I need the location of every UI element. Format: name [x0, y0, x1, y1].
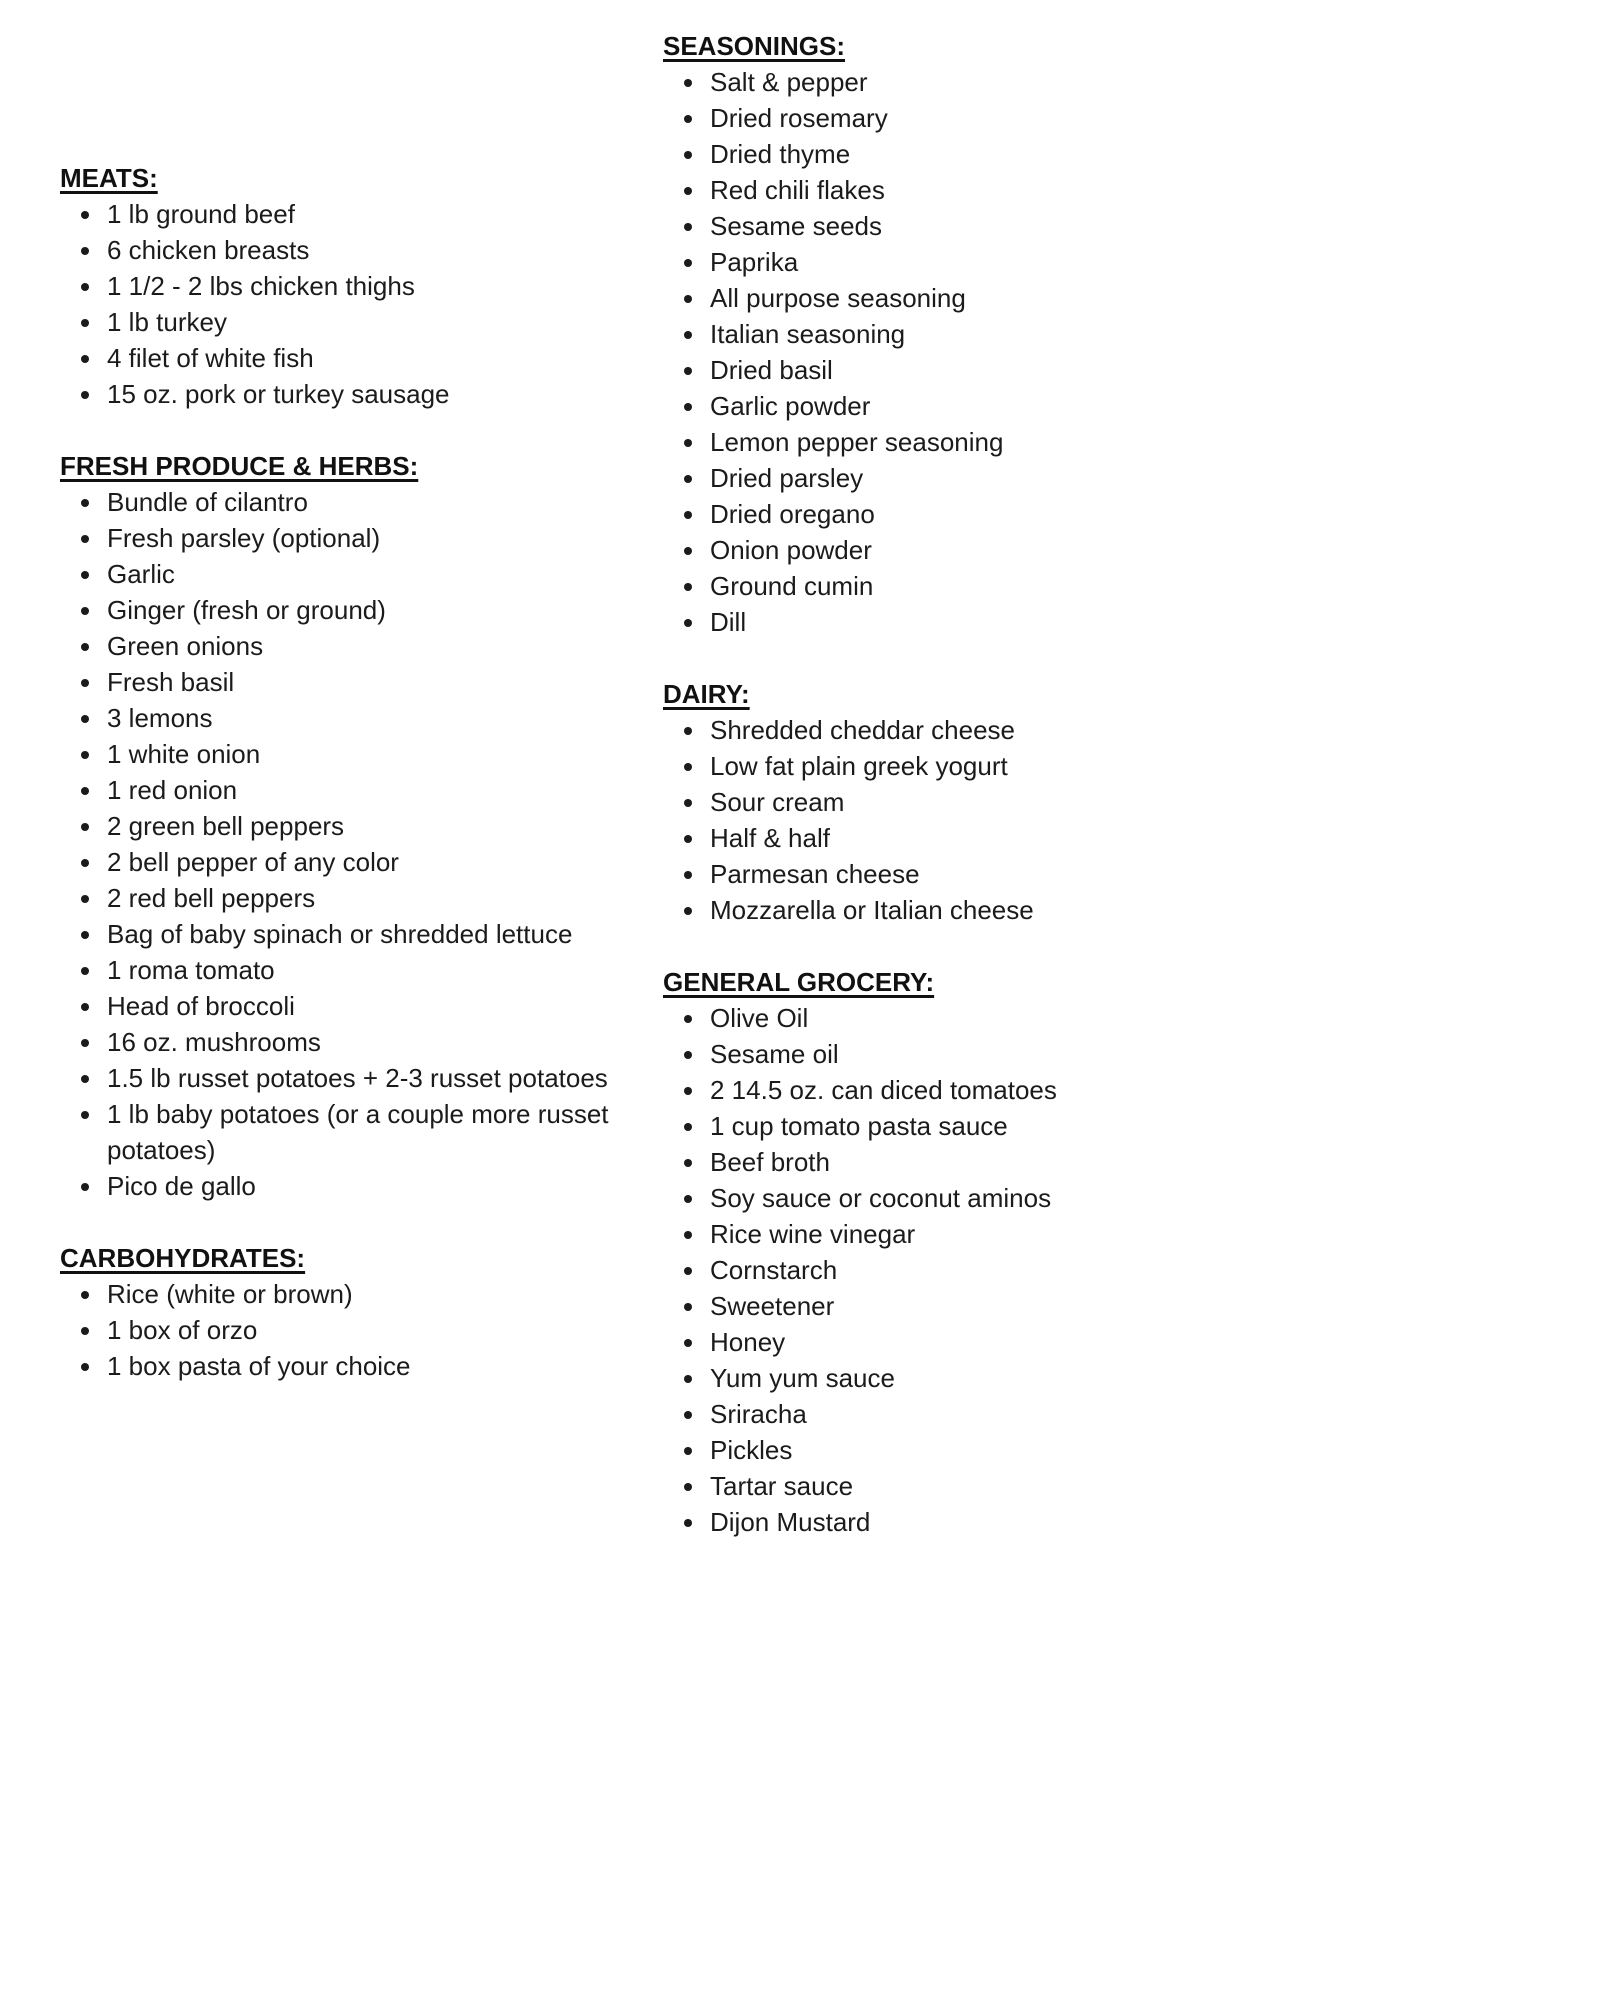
- list-item: • Red chili flakes: [707, 172, 1243, 208]
- list-item: • Fresh basil: [104, 664, 672, 700]
- list-item: • Sweetener: [707, 1288, 1243, 1324]
- section-dairy: [663, 676, 1243, 928]
- list-item: • 2 red bell peppers: [104, 880, 672, 916]
- list-item: • 15 oz. pork or turkey sausage: [104, 376, 672, 412]
- list-item: • Shredded cheddar cheese: [707, 712, 1243, 748]
- list-item: • Parmesan cheese: [707, 856, 1243, 892]
- list-item: • Yum yum sauce: [707, 1360, 1243, 1396]
- list-item: • Dijon Mustard: [707, 1504, 1243, 1540]
- list-item: • Half & half: [707, 820, 1243, 856]
- item-list: [60, 484, 672, 1204]
- section-fresh-produce-herbs: [60, 448, 672, 1204]
- list-item: • Fresh parsley (optional): [104, 520, 672, 556]
- section-carbohydrates: [60, 1240, 672, 1384]
- list-item: • Bundle of cilantro: [104, 484, 672, 520]
- list-item: • Dill: [707, 604, 1243, 640]
- column-right: [663, 0, 1243, 1576]
- list-item: • 1 roma tomato: [104, 952, 672, 988]
- item-list: [663, 712, 1243, 928]
- list-item: • Paprika: [707, 244, 1243, 280]
- list-item: • Sour cream: [707, 784, 1243, 820]
- list-item: • Dried rosemary: [707, 100, 1243, 136]
- list-item: • Rice wine vinegar: [707, 1216, 1243, 1252]
- list-item: • Cornstarch: [707, 1252, 1243, 1288]
- list-item: • Garlic: [104, 556, 672, 592]
- list-item: • 1 white onion: [104, 736, 672, 772]
- list-item: • Mozzarella or Italian cheese: [707, 892, 1243, 928]
- list-item: • Pickles: [707, 1432, 1243, 1468]
- section-title: CARBOHYDRATES:: [60, 1243, 306, 1273]
- list-item: • 1 lb ground beef: [104, 196, 672, 232]
- section-title: GENERAL GROCERY:: [663, 967, 935, 997]
- item-list: [663, 1000, 1243, 1540]
- list-item: • Bag of baby spinach or shredded lettuce: [104, 916, 672, 952]
- list-item: • 1 lb baby potatoes (or a couple more russet potatoes): [104, 1096, 672, 1168]
- list-item: • Italian seasoning: [707, 316, 1243, 352]
- section-title: FRESH PRODUCE & HERBS:: [60, 451, 419, 481]
- list-item: • Dried oregano: [707, 496, 1243, 532]
- section-meats: [60, 160, 672, 412]
- list-item: • Garlic powder: [707, 388, 1243, 424]
- list-item: • Sesame oil: [707, 1036, 1243, 1072]
- list-item: • 1 red onion: [104, 772, 672, 808]
- list-item: • Salt & pepper: [707, 64, 1243, 100]
- list-item: • 1 box of orzo: [104, 1312, 672, 1348]
- list-item: • 1 lb turkey: [104, 304, 672, 340]
- list-item: • Ground cumin: [707, 568, 1243, 604]
- list-item: • 2 14.5 oz. can diced tomatoes: [707, 1072, 1243, 1108]
- list-item: • Sriracha: [707, 1396, 1243, 1432]
- list-item: • 3 lemons: [104, 700, 672, 736]
- list-item: • Tartar sauce: [707, 1468, 1243, 1504]
- list-item: • 2 bell pepper of any color: [104, 844, 672, 880]
- column-left: [60, 0, 672, 1420]
- list-item: • Dried thyme: [707, 136, 1243, 172]
- list-item: • Dried parsley: [707, 460, 1243, 496]
- list-item: • Honey: [707, 1324, 1243, 1360]
- list-item: • Ginger (fresh or ground): [104, 592, 672, 628]
- item-list: [60, 1276, 672, 1384]
- list-item: • Lemon pepper seasoning: [707, 424, 1243, 460]
- list-item: • Dried basil: [707, 352, 1243, 388]
- list-item: • Pico de gallo: [104, 1168, 672, 1204]
- list-item: • 6 chicken breasts: [104, 232, 672, 268]
- list-item: • 1 1/2 - 2 lbs chicken thighs: [104, 268, 672, 304]
- list-item: • Soy sauce or coconut aminos: [707, 1180, 1243, 1216]
- list-item: • Beef broth: [707, 1144, 1243, 1180]
- list-item: • Green onions: [104, 628, 672, 664]
- list-item: • 1 box pasta of your choice: [104, 1348, 672, 1384]
- list-item: • Sesame seeds: [707, 208, 1243, 244]
- list-item: • Low fat plain greek yogurt: [707, 748, 1243, 784]
- list-item: • All purpose seasoning: [707, 280, 1243, 316]
- section-general-grocery: [663, 964, 1243, 1540]
- list-item: • Head of broccoli: [104, 988, 672, 1024]
- list-item: • Olive Oil: [707, 1000, 1243, 1036]
- list-item: • Rice (white or brown): [104, 1276, 672, 1312]
- section-title: DAIRY:: [663, 679, 750, 709]
- list-item: • 16 oz. mushrooms: [104, 1024, 672, 1060]
- section-seasonings: [663, 28, 1243, 640]
- section-title: MEATS:: [60, 163, 158, 193]
- list-item: • 2 green bell peppers: [104, 808, 672, 844]
- list-item: • 1.5 lb russet potatoes + 2-3 russet potatoes: [104, 1060, 672, 1096]
- section-title: SEASONINGS:: [663, 31, 846, 61]
- list-item: • 4 filet of white fish: [104, 340, 672, 376]
- list-item: • Onion powder: [707, 532, 1243, 568]
- item-list: [60, 196, 672, 412]
- item-list: [663, 64, 1243, 640]
- list-item: • 1 cup tomato pasta sauce: [707, 1108, 1243, 1144]
